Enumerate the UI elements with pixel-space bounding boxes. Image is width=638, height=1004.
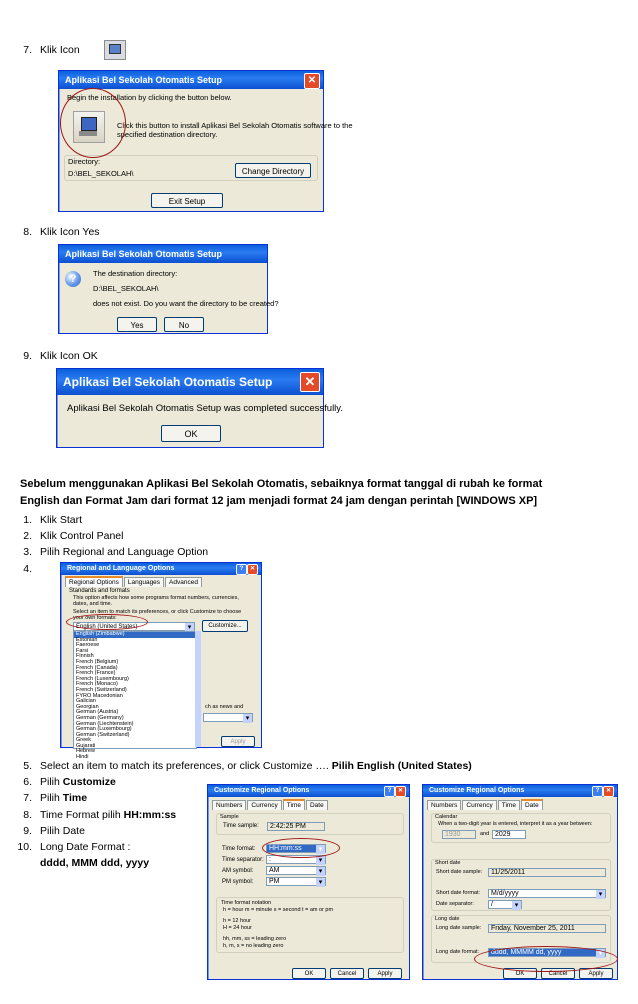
list-item: 2. Klik Control Panel — [23, 530, 124, 543]
short-date-format-select[interactable]: M/d/yyyy ▾ — [488, 889, 606, 898]
short-date-sample: 11/25/2011 — [488, 868, 606, 877]
list-scrollbar[interactable] — [195, 631, 201, 747]
customize-tabs — [212, 799, 329, 810]
install-hint-1: Click this button to install Aplikasi Bel Sekolah Otomatis software to the — [117, 121, 353, 130]
list-item[interactable]: German (Austria) — [76, 709, 119, 716]
tab-date[interactable]: Date — [521, 799, 543, 810]
list-item: 5. Select an item to match its preferences, or click Customize …. Pilih English (United States) — [23, 760, 472, 772]
close-icon[interactable]: ✕ — [603, 786, 614, 797]
tab-currency[interactable]: Currency — [247, 800, 281, 810]
list-item[interactable]: Gujarati — [76, 742, 96, 749]
list-item[interactable]: German (Luxembourg) — [76, 726, 132, 733]
highlight-circle — [262, 838, 340, 858]
close-icon[interactable]: ✕ — [304, 73, 320, 89]
help-icon[interactable]: ? — [592, 786, 603, 797]
list-item: 4. — [23, 562, 32, 575]
directory-value: D:\BEL_SEKOLAH\ — [68, 169, 134, 178]
list-item[interactable]: French (France) — [76, 670, 116, 677]
regional-dialog — [60, 562, 262, 761]
list-item[interactable]: Faeroese — [76, 642, 100, 649]
time-sample-field: 2:42:25 PM — [267, 822, 325, 831]
done-dialog-titlebar: Aplikasi Bel Sekolah Otomatis Setup ✕ — [57, 369, 323, 395]
list-item: 6. Pilih Customize — [23, 776, 116, 789]
customize-time-titlebar: Customize Regional Options ? ✕ — [208, 785, 409, 797]
directory-label: Directory: — [68, 157, 101, 166]
customize-date-titlebar: Customize Regional Options ? ✕ — [423, 785, 617, 797]
close-icon[interactable]: ✕ — [395, 786, 406, 797]
desc-2: dates, and time. — [73, 601, 113, 607]
confirm-line-3: does not exist. Do you want the directory to be created? — [93, 299, 279, 308]
highlight-circle — [60, 88, 126, 158]
tab-languages[interactable]: Languages — [124, 577, 164, 587]
no-button[interactable]: No — [164, 317, 204, 332]
tab-numbers[interactable]: Numbers — [427, 800, 461, 810]
help-icon[interactable]: ? — [384, 786, 395, 797]
tab-advanced[interactable]: Advanced — [165, 577, 202, 587]
step-8: 8. Klik Icon Yes — [23, 226, 100, 238]
list-item[interactable]: German (Switzerland) — [76, 731, 130, 738]
customize-button[interactable]: Customize... — [202, 620, 248, 632]
list-item[interactable]: French (Belgium) — [76, 658, 119, 665]
cancel-button[interactable]: Cancel — [330, 968, 364, 979]
list-item: 9. Pilih Date — [23, 824, 85, 837]
setup-computer-icon — [104, 40, 126, 60]
customize-time-dialog — [207, 784, 410, 980]
apply-button[interactable]: Apply — [579, 968, 613, 979]
done-message: Aplikasi Bel Sekolah Otomatis Setup was completed successfully. — [67, 403, 343, 414]
cancel-button[interactable]: Cancel — [541, 968, 575, 979]
list-item: 8. Time Format pilih HH:mm:ss — [23, 808, 177, 821]
list-item[interactable]: Hindi — [76, 754, 89, 761]
list-item: 7. Pilih Time — [23, 792, 88, 805]
customize-tabs — [427, 799, 544, 810]
list-item[interactable]: Georgian — [76, 703, 99, 710]
list-item[interactable]: Estonian — [76, 636, 98, 643]
location-hint: ch as news and — [205, 704, 244, 710]
confirm-dialog — [58, 244, 279, 334]
list-item[interactable]: English (Zimbabwe) — [74, 632, 196, 638]
list-item[interactable]: Galician — [76, 698, 96, 705]
setup-instruction: Begin the installation by clicking the button below. — [67, 93, 232, 102]
question-icon: ? — [65, 271, 81, 287]
standards-group-label: Standards and formats — [69, 588, 130, 594]
tab-time[interactable]: Time — [283, 799, 305, 810]
change-directory-button[interactable]: Change Directory — [235, 163, 311, 178]
long-date-sample: Friday, November 25, 2011 — [488, 924, 606, 933]
apply-button[interactable]: Apply — [368, 968, 402, 979]
long-date-format-value: dddd, MMM ddd, yyyy — [40, 857, 150, 870]
exit-setup-button[interactable]: Exit Setup — [151, 193, 223, 208]
list-item: 3. Pilih Regional and Language Option — [23, 546, 209, 559]
list-item[interactable]: German (Germany) — [76, 714, 124, 721]
confirm-line-2: D:\BEL_SEKOLAH\ — [93, 284, 159, 293]
highlight-circle — [66, 614, 148, 630]
year-from-field: 1930 — [442, 830, 476, 839]
install-hint-2: specified destination directory. — [117, 130, 218, 139]
desc-1: This option affects how some programs format numbers, currencies, — [73, 595, 239, 601]
long-date-format-select[interactable]: dddd, MMMM dd, yyyy ▾ — [488, 948, 606, 957]
close-icon[interactable]: ✕ — [300, 372, 320, 392]
step-9: 9. Klik Icon OK — [23, 350, 98, 362]
sample-group: Sample Time sample: 2:42:25 PM — [216, 813, 404, 835]
pm-symbol-select[interactable]: PM ▾ — [266, 877, 326, 886]
desc-4: your own formats: — [73, 615, 117, 621]
regional-tabs — [65, 576, 203, 587]
yes-button[interactable]: Yes — [117, 317, 157, 332]
long-date-group: Long date Long date sample: Friday, November 25, 2011 Long date format: dddd, MMMM dd, yyyy ▾ — [431, 915, 611, 963]
list-item[interactable]: Farsi — [76, 647, 89, 654]
short-date-group: Short date Short date sample: 11/25/2011 Short date format: M/d/yyyy ▾ Date separator: / ▾ — [431, 859, 611, 911]
confirm-dialog-titlebar: Aplikasi Bel Sekolah Otomatis Setup — [59, 245, 267, 263]
tab-numbers[interactable]: Numbers — [212, 800, 246, 810]
time-separator-label: Time separator: — [222, 857, 264, 863]
time-format-label: Time format: — [222, 846, 256, 852]
am-symbol-label: AM symbol: — [222, 868, 254, 874]
tab-time[interactable]: Time — [498, 800, 520, 810]
list-item: 1. Klik Start — [23, 514, 83, 526]
list-item[interactable]: Finnish — [76, 653, 94, 660]
year-to-field[interactable]: 2029 — [492, 830, 526, 839]
directory-group — [64, 155, 318, 181]
tab-currency[interactable]: Currency — [462, 800, 496, 810]
list-item[interactable]: French (Luxembourg) — [76, 675, 129, 682]
time-format-select[interactable]: HH:mm:ss ▾ — [266, 844, 326, 853]
list-item[interactable]: FYRO Macedonian — [76, 692, 123, 699]
setup-dialog-titlebar: Aplikasi Bel Sekolah Otomatis Setup ✕ — [59, 71, 323, 89]
time-separator-select[interactable]: : ▾ — [266, 855, 326, 864]
am-symbol-select[interactable]: AM ▾ — [266, 866, 326, 875]
confirm-line-1: The destination directory: — [93, 269, 178, 278]
locale-list[interactable] — [73, 631, 197, 761]
highlight-circle — [474, 946, 618, 972]
notation-group: Time format notation h = hour m = minute s = second t = am or pm h = 12 hour H = 24 hour hh, mm, ss = leading zero h, m, s = no leading zero — [216, 897, 404, 953]
ok-button[interactable]: OK — [161, 425, 221, 442]
ok-button[interactable]: OK — [503, 968, 537, 979]
date-separator-select[interactable]: / ▾ — [488, 900, 522, 909]
list-item: 10. Long Date Format : — [17, 841, 131, 854]
list-item[interactable]: German (Liechtenstein) — [76, 720, 134, 727]
apply-button[interactable]: Apply — [221, 736, 255, 747]
list-item[interactable]: French (Monaco) — [76, 681, 118, 688]
step-7: 7. Klik Icon — [23, 44, 80, 56]
help-icon[interactable]: ? — [236, 564, 247, 575]
pm-symbol-label: PM symbol: — [222, 879, 254, 885]
done-dialog — [56, 368, 343, 448]
ok-button[interactable]: OK — [292, 968, 326, 979]
list-item[interactable]: French (Switzerland) — [76, 686, 127, 693]
instruction-paragraph: Sebelum menggunakan Aplikasi Bel Sekolah Otomatis, sebaiknya format tanggal di rubah ke format English dan Format Jam dari format 12 jam menjadi format 24 jam dengan perintah [WINDOWS XP] — [20, 478, 543, 507]
list-item[interactable]: Greek — [76, 737, 91, 744]
list-item[interactable]: Hebrew — [76, 748, 95, 755]
calendar-group: Calendar When a two-digit year is entered, interpret it as a year between: 1930 and 2029 — [431, 813, 611, 843]
desc-3: Select an item to match its preferences, or click Customize to choose — [73, 609, 242, 615]
regional-titlebar: Regional and Language Options ? ✕ — [61, 563, 261, 575]
locale-select[interactable]: English (United States) ▾ — [73, 622, 195, 631]
close-icon[interactable]: ✕ — [247, 564, 258, 575]
location-select[interactable] — [203, 713, 253, 722]
list-item[interactable]: French (Canada) — [76, 664, 118, 671]
tab-regional-options[interactable]: Regional Options — [65, 576, 123, 587]
tab-date[interactable]: Date — [306, 800, 328, 810]
